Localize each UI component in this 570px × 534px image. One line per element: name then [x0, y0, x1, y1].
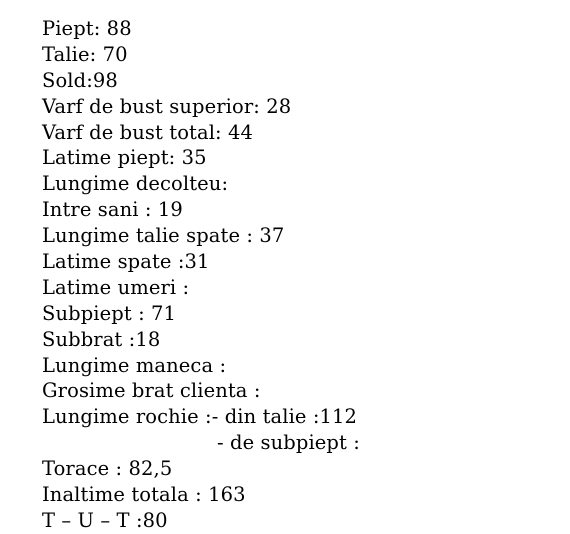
measurements-document	[42, 16, 562, 534]
measurement-line-talie: Talie: 70	[42, 42, 128, 66]
measurement-line-grosime-brat: Grosime brat clienta :	[42, 379, 261, 403]
measurement-line-intre-sani: Intre sani : 19	[42, 198, 183, 222]
measurement-line-lungime-rochie-subpiept: - de subpiept :	[217, 431, 360, 455]
measurement-line-tut: T – U – T :80	[42, 508, 168, 532]
measurement-line-subbrat: Subbrat :18	[42, 327, 161, 351]
measurement-line-lungime-maneca: Lungime maneca :	[42, 353, 227, 377]
measurement-line-latime-piept: Latime piept: 35	[42, 146, 207, 170]
measurement-line-piept: Piept: 88	[42, 17, 132, 40]
measurement-line-lungime-talie-spate: Lungime talie spate : 37	[42, 224, 285, 248]
measurement-line-latime-spate: Latime spate :31	[42, 250, 210, 274]
measurement-line-subpiept: Subpiept : 71	[42, 301, 177, 325]
measurement-line-inaltime-totala: Inaltime totala : 163	[42, 483, 246, 507]
measurement-line-lungime-rochie-talie: Lungime rochie :- din talie :112	[42, 405, 358, 429]
measurement-line-latime-umeri: Latime umeri :	[42, 275, 190, 299]
measurement-line-lungime-decolteu: Lungime decolteu:	[42, 172, 229, 196]
measurement-line-varf-bust-superior: Varf de bust superior: 28	[42, 94, 292, 118]
measurement-line-varf-bust-total: Varf de bust total: 44	[42, 120, 254, 144]
measurement-line-sold: Sold:98	[42, 68, 118, 92]
measurement-line-torace: Torace : 82,5	[42, 457, 173, 481]
